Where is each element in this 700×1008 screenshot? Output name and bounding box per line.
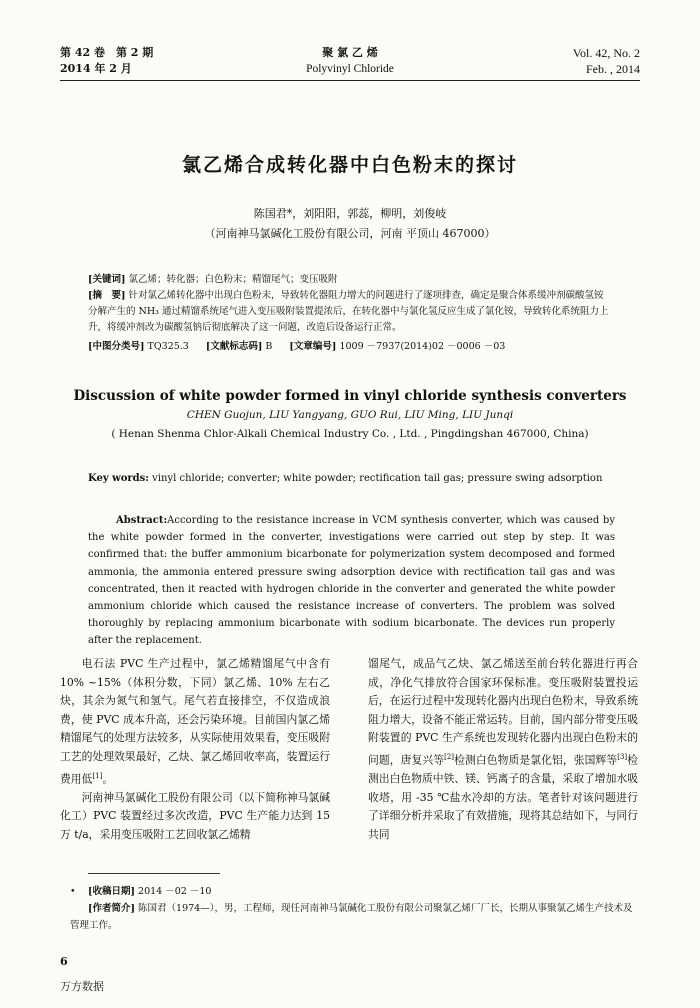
body-text: 检测白色物质是氯化铝，张国辉等 [454, 753, 618, 767]
header-journal-cn: 聚 氯 乙 烯 [322, 46, 378, 59]
abstract-cn-text: 针对氯乙烯转化器中出现白色粉末，导致转化器阻力增大的问题进行了逐项排查，确定是聚合体系缓冲剂碳酸氢铵分解产生的 NH₃ 通过精馏系统尾气进入变压吸附装置提浓后，在转化器中与氯化氢反应生成了氯化铵，导致转化系统阻力上升，将缓冲剂改为碳酸氢钠后彻底解决了这一问题，改造后设备运行正常。 [88, 290, 609, 333]
body-text: 。 [102, 772, 114, 786]
article-number: 1009 －7937(2014)02 －0006 －03 [336, 341, 506, 352]
doc-code: B [262, 341, 273, 352]
footnote-bio [70, 901, 640, 934]
authors-cn: 陈国君*，刘阳阳，郭蕊，柳明，刘俊岐 [253, 207, 447, 220]
citation-ref: [3] [617, 752, 628, 761]
footnote-received [70, 884, 640, 901]
keywords-cn-label: [关键词] [88, 274, 126, 285]
body-text: 电石法 PVC 生产过程中，氯乙烯精馏尾气中含有 10% ~15%（体积分数，下同）氯乙烯、10% 左右乙炔，其余为氮气和氢气。尾气若直接排空，不仅造成浪费，使 PVC 成本升高，还会污染环境。目前国内氯乙烯精馏尾气的处理方法较多，从实际使用效果看，变压吸附工艺的处理效果最好，乙炔、氯乙烯回收率高，装置运行费用低 [60, 657, 330, 786]
body-paragraph [368, 655, 638, 845]
bio-text: 陈国君（1974—），男，工程师，现任河南神马氯碱化工股份有限公司聚氯乙烯厂厂长，长期从事聚氯乙烯生产技术及管理工作。 [70, 903, 633, 931]
brand-watermark: 万方数据 [60, 980, 104, 993]
footnote-rule [88, 873, 220, 874]
header-date-cn: 2014 年 2 月 [60, 62, 132, 75]
header-volume-en: Vol. 42, No. 2 [572, 46, 640, 60]
header-volume-cn: 第 42 卷 第 2 期 [60, 46, 154, 59]
affiliation-en: ( Henan Shenma Chlor-Alkali Chemical Industry Co. , Ltd. , Pingdingshan 467000, China) [111, 428, 589, 440]
header-date-en: Feb. , 2014 [586, 62, 640, 76]
received-label: [收稿日期] [88, 886, 135, 897]
body-column-left [60, 655, 330, 845]
abstract-en-text: According to the resistance increase in VCM synthesis converter, which was caused by the white powder formed in the converter, investigations were carried out step by step. It was confirmed that: the buffer ammonium bicarbonate for polymerization system decomposed and formed ammonia, the ammonia entered pressure swing adsorption device with rectification tail gas and was concentrated, then it reacted with hydrogen chloride in the converter and generated the white powder ammonium chloride which caused the resistance increase of converters. The problem was solved thoroughly by replacing ammonium bicarbonate with sodium bicarbonate. The devices run properly after the replacement. [88, 515, 615, 647]
article-number-label: [文章编号] [289, 341, 337, 352]
page-number: 6 [60, 955, 68, 968]
abstract-en-label: Abstract: [116, 515, 168, 526]
received-date: 2014 －02 －10 [135, 886, 212, 897]
clc-code: TQ325.3 [144, 341, 189, 352]
affiliation-cn: （河南神马氯碱化工股份有限公司，河南 平顶山 467000） [204, 227, 496, 240]
classification-cn [88, 339, 613, 355]
authors-en: CHEN Guojun, LIU Yangyang, GUO Rui, LIU Ming, LIU Junqi [186, 409, 514, 421]
footnote-bullet: • [70, 886, 76, 897]
keywords-cn [88, 272, 613, 288]
keywords-cn-text: 氯乙烯；转化器；白色粉末；精馏尾气；变压吸附 [125, 274, 338, 285]
bio-label: [作者简介] [88, 903, 135, 914]
body-paragraph: 河南神马氯碱化工股份有限公司（以下简称神马氯碱化工）PVC 装置经过多次改造，PVC 生产能力达到 15 万 t/a，采用变压吸附工艺回收氯乙烯精 [60, 790, 330, 841]
body-text: 检测出白色物质中铁、镁、钙离子的含量，采取了增加水吸收塔，用 -35 ℃盐水冷却的方法。笔者针对该问题进行了详细分析并采取了有效措施，现将其总结如下，与同行共同 [368, 753, 639, 841]
clc-label: [中图分类号] [88, 341, 145, 352]
abstract-en [88, 512, 615, 650]
abstract-cn [88, 288, 613, 336]
title-cn: 氯乙烯合成转化器中白色粉末的探讨 [181, 154, 518, 176]
body-paragraph [60, 655, 330, 789]
doc-code-label: [文献标志码] [205, 341, 263, 352]
title-en: Discussion of white powder formed in vinyl chloride synthesis converters [73, 388, 627, 404]
header-rule [60, 80, 640, 81]
abstract-cn-label: [摘 要] [88, 290, 126, 301]
keywords-en-label: Key words: [88, 473, 149, 484]
citation-ref: [1] [92, 771, 103, 780]
body-text: 馏尾气，成品气乙炔、氯乙烯送至前台转化器进行再合成，净化气排放符合国家环保标准。变压吸附装置投运后，在运行过程中发现转化器内出现白色粉末，导致系统阻力增大，设备不能正常运转。目前，国内部分带变压吸附装置的 PVC 生产系统也发现转化器内出现白色粉末的问题，唐复兴等 [368, 657, 638, 767]
header-journal-en: Polyvinyl Chloride [306, 63, 394, 75]
citation-ref: [2] [444, 752, 455, 761]
body-column-right [368, 655, 638, 845]
keywords-en-text: vinyl chloride; converter; white powder; rectification tail gas; pressure swing adsorption [149, 473, 603, 484]
keywords-en [88, 470, 615, 487]
